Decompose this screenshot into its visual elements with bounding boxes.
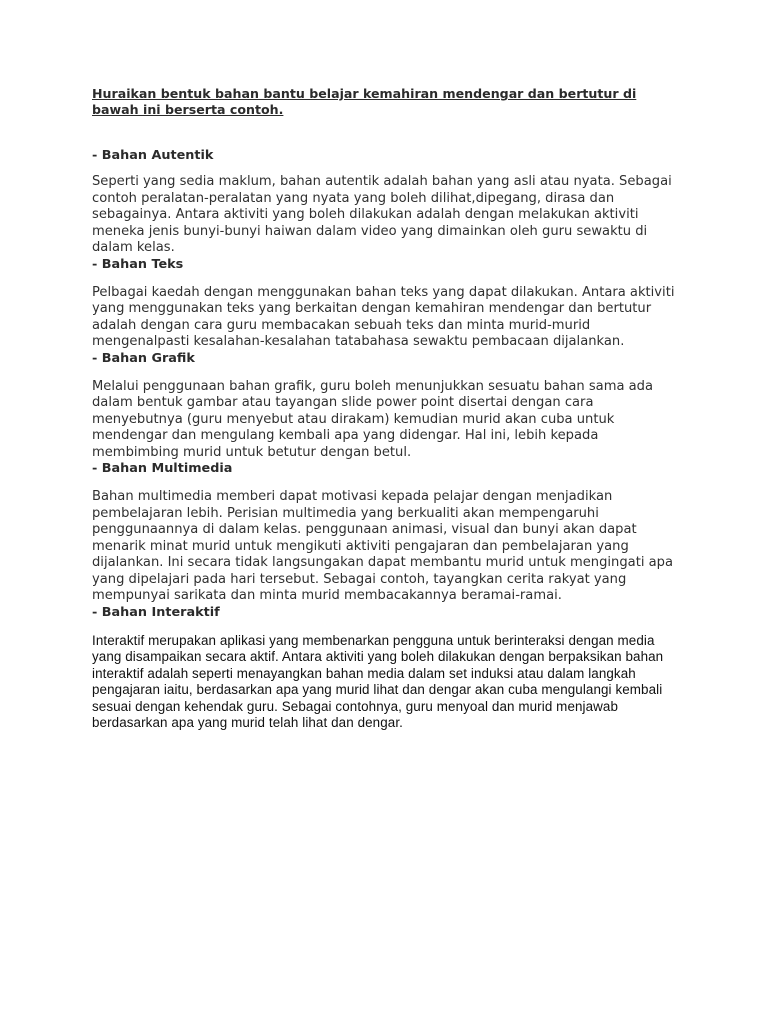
section-heading: - Bahan Interaktif <box>92 604 220 620</box>
document-title: Huraikan bentuk bahan bantu belajar kemahiran mendengar dan bertutur di bawah ini berserta contoh. <box>92 86 637 117</box>
section-heading: - Bahan Grafik <box>92 350 195 366</box>
section-bahan-autentik <box>92 148 682 257</box>
section-body: Melalui penggunaan bahan grafik, guru boleh menunjukkan sesuatu bahan sama ada dalam bentuk gambar atau tayangan slide power point disertai dengan cara menyebutnya (guru menyebut atau dirakam) kemudian murid akan cuba untuk mendengar dan mengulang kembali apa yang didengar. Hal ini, lebih kepada membimbing murid untuk betutur dengan betul. <box>92 378 654 460</box>
section-bahan-multimedia <box>92 461 682 605</box>
section-body: Interaktif merupakan aplikasi yang membenarkan pengguna untuk berinteraksi dengan media yang disampaikan secara aktif. Antara aktiviti yang boleh dilakukan dengan berpaksikan bahan interaktif adalah seperti menayangkan bahan media dalam set induksi atau dalam langkah pengajaran iaitu, berdasarkan apa yang murid lihat dan dengar akan cuba mengulangi kembali sesuai dengan kehendak guru. Sebagai contohnya, guru menyoal dan murid menjawab berdasarkan apa yang murid telah lihat dan dengar. <box>92 632 664 730</box>
section-heading: - Bahan Multimedia <box>92 461 233 476</box>
section-body: Seperti yang sedia maklum, bahan autentik adalah bahan yang asli atau nyata. Sebagai contoh peralatan-peralatan yang nyata yang boleh dilihat,dipegang, dirasa dan sebagainya. Antara aktiviti yang boleh dilakukan adalah dengan melakukan aktiviti meneka jenis bunyi-bunyi haiwan dalam video yang dimainkan oleh guru sewaktu di dalam kelas. <box>92 174 672 255</box>
section-heading: - Bahan Teks <box>92 256 184 272</box>
section-bahan-teks <box>92 257 682 351</box>
section-body: Bahan multimedia memberi dapat motivasi kepada pelajar dengan menjadikan pembelajaran lebih. Perisian multimedia yang berkualiti akan mempengaruhi penggunaannya di dalam kelas. penggunaan animasi, visual dan bunyi akan dapat menarik minat murid untuk mengikuti aktiviti pengajaran dan pembelajaran yang dijalankan. Ini secara tidak langsungakan dapat membantu murid untuk mengingati apa yang dipelajari pada hari tersebut. Sebagai contoh, tayangkan cerita rakyat yang mempunyai sarikata dan minta murid membacakannya beramai-ramai. <box>92 489 673 603</box>
section-bahan-grafik <box>92 351 682 462</box>
section-heading: - Bahan Autentik <box>92 148 214 163</box>
section-bahan-interaktif <box>92 605 682 732</box>
document-page <box>92 86 682 732</box>
section-body: Pelbagai kaedah dengan menggunakan bahan teks yang dapat dilakukan. Antara aktiviti yang menggunakan teks yang berkaitan dengan kemahiran mendengar dan bertutur adalah dengan cara guru membacakan sebuah teks dan minta murid-murid mengenalpasti kesalahan-kesalahan tatabahasa sewaktu pembacaan dijalankan. <box>92 284 675 349</box>
